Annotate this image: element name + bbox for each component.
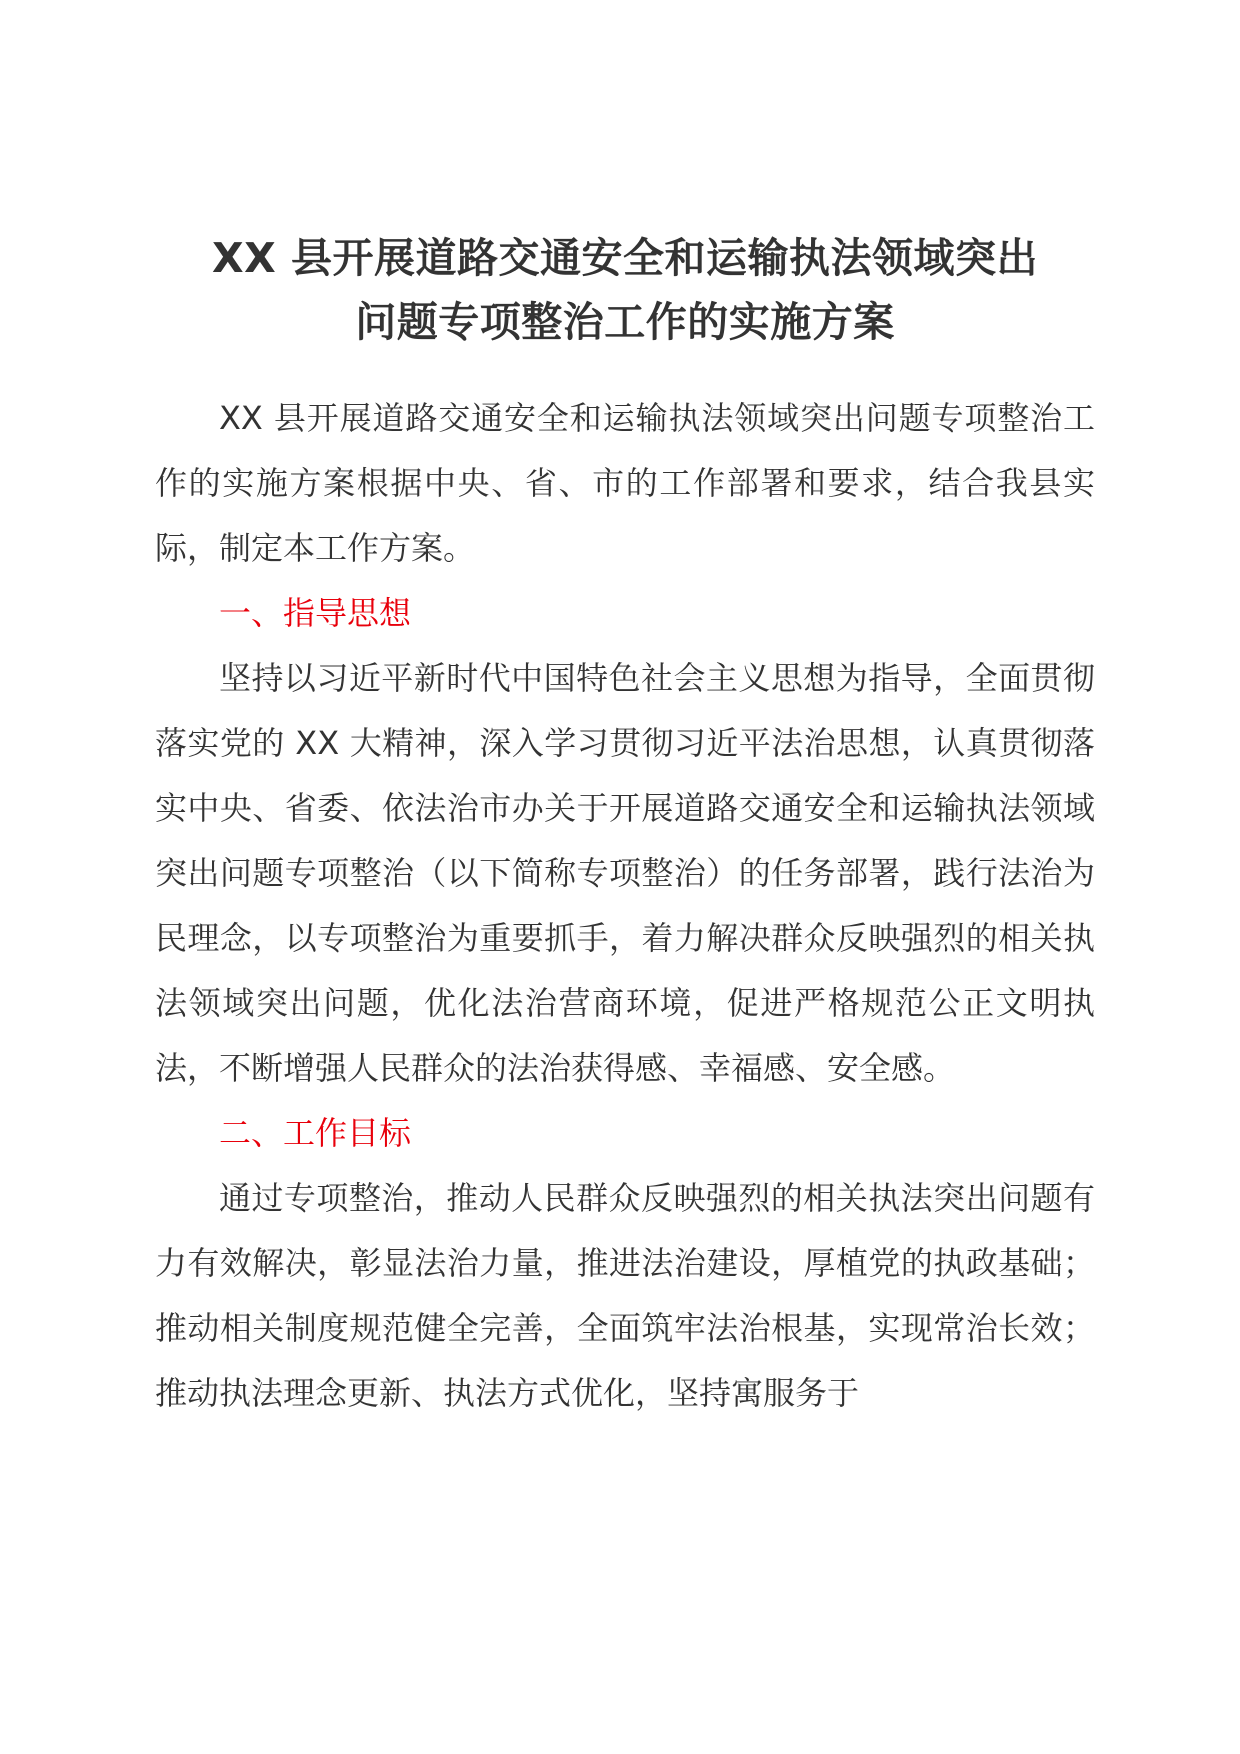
title-line-1: XX 县开展道路交通安全和运输执法领域突出 (212, 234, 1038, 282)
section-body-work-goals: 通过专项整治，推动人民群众反映强烈的相关执法突出问题有力有效解决，彰显法治力量，推进法治建设，厚植党的执政基础；推动相关制度规范健全完善，全面筑牢法治根基，实现常治长效；推动执法理念更新、执法方式优化，坚持寓服务于 (155, 1179, 1095, 1412)
section-heading-guiding-ideology: 一、指导思想 (219, 594, 412, 632)
title-line-2: 问题专项整治工作的实施方案 (355, 298, 895, 346)
intro-paragraph: XX 县开展道路交通安全和运输执法领域突出问题专项整治工作的实施方案根据中央、省、市的工作部署和要求，结合我县实际，制定本工作方案。 (155, 399, 1095, 567)
document-title (155, 226, 1095, 354)
title-spacer (155, 354, 1095, 386)
section-body-guiding-ideology: 坚持以习近平新时代中国特色社会主义思想为指导，全面贯彻落实党的 XX 大精神，深入学习贯彻习近平法治思想，认真贯彻落实中央、省委、依法治市办关于开展道路交通安全和运输执法领域突出问题专项整治（以下简称专项整治）的任务部署，践行法治为民理念，以专项整治为重要抓手，着力解决群众反映强烈的相关执法领域突出问题，优化法治营商环境，促进严格规范公正文明执法，不断增强人民群众的法治获得感、幸福感、安全感。 (155, 659, 1095, 1087)
document-page (155, 226, 1095, 1426)
section-heading-work-goals: 二、工作目标 (219, 1114, 412, 1152)
